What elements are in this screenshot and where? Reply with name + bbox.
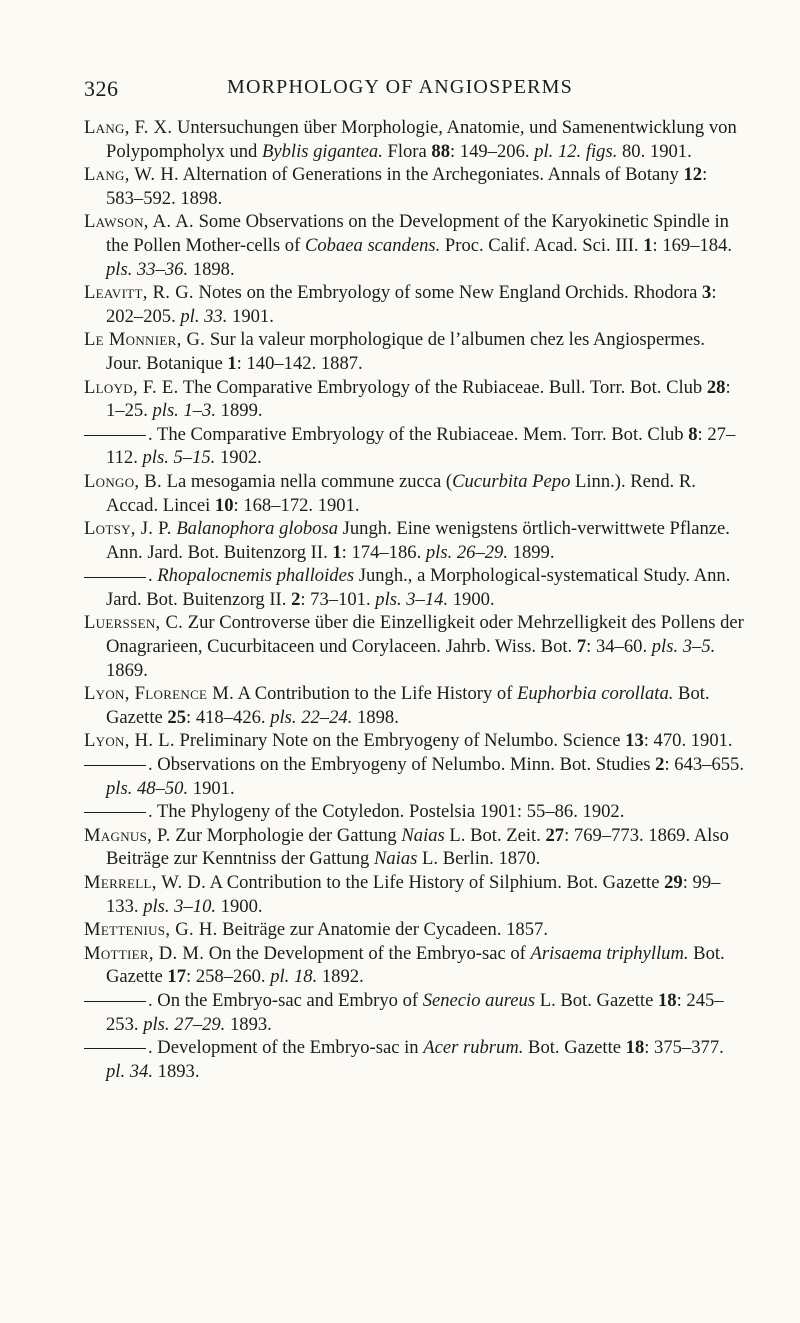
bibliography-entry (84, 729, 744, 753)
entry-text: Preliminary Note on the Embryogeny of Nelumbo. Science (174, 730, 626, 752)
entry-text: : 149–206. (449, 140, 535, 162)
italic-text: pls. 5–15. (142, 447, 216, 469)
italic-text: pl. 12. figs. (534, 140, 618, 162)
italic-text: Euphorbia corollata. (517, 683, 674, 705)
entry-author: Lang, W. H. (84, 164, 179, 186)
same-author-rule (84, 1001, 146, 1002)
entry-text: . The Comparative Embryology of the Rubiaceae. Mem. Torr. Bot. Club (148, 423, 689, 445)
bibliography-entry (84, 800, 744, 824)
volume-number: 2 (291, 588, 301, 610)
entry-text: . Observations on the Embryogeny of Nelumbo. Minn. Bot. Studies (148, 754, 656, 776)
bibliography-entry (84, 753, 744, 800)
bibliography-entry (84, 116, 744, 163)
entry-text: Sur la valeur morphologique de l’albumen chez les Angiospermes. Jour. Botanique (106, 329, 706, 374)
entry-author: Lyon, H. L. (84, 730, 175, 752)
entry-text: : 375–377. (644, 1037, 724, 1059)
bibliography-entry (84, 564, 744, 611)
italic-text: pls. 3–5. (651, 636, 716, 658)
bibliography-entry (84, 470, 744, 517)
volume-number: 25 (167, 706, 187, 728)
bibliography-entry (84, 1036, 744, 1083)
italic-text: Byblis gigantea. (262, 140, 383, 162)
volume-number: 27 (545, 824, 565, 846)
bibliography-entry (84, 871, 744, 918)
entry-text: : 169–184. (652, 234, 733, 256)
bibliography-entry (84, 210, 744, 281)
entry-text: 1901. (188, 777, 235, 799)
entry-text: Beiträge zur Anatomie der Cycadeen. 1857. (217, 919, 548, 941)
italic-text: pl. 18. (270, 966, 318, 988)
entry-text: 1898. (188, 258, 235, 280)
italic-text: Cucurbita Pepo (452, 470, 571, 492)
entry-text: : 202–205. (106, 282, 717, 327)
entry-author: Le Monnier, G. (84, 329, 206, 351)
italic-text: pls. 1–3. (152, 400, 217, 422)
entry-text: : 34–60. (586, 636, 652, 658)
volume-number: 29 (664, 872, 683, 893)
page-header (0, 76, 800, 106)
italic-text: Arisaema triphyllum. (530, 942, 689, 964)
entry-author: Lang, F. X. (84, 117, 173, 138)
entry-text: A Contribution to the Life History of Silphium. Bot. Gazette (206, 872, 665, 893)
volume-number: 2 (655, 754, 665, 776)
same-author-rule (84, 765, 146, 766)
entry-text: 1898. (352, 706, 399, 728)
entry-author: Lyon, Florence M. (84, 683, 235, 705)
entry-text: . Development of the Embryo-sac in (148, 1037, 424, 1059)
volume-number: 12 (683, 164, 703, 186)
volume-number: 28 (706, 376, 726, 398)
entry-text: Bot. Gazette (523, 1037, 626, 1059)
entry-author: Mottier, D. M. (84, 942, 205, 964)
italic-text: pls. 3–14. (375, 588, 449, 610)
italic-text: Acer rubrum. (423, 1037, 524, 1059)
bibliography-entry (84, 918, 744, 942)
bibliography-entry (84, 328, 744, 375)
entry-text: . The Phylogeny of the Cotyledon. Postelsia 1901: 55–86. 1902. (148, 801, 625, 823)
entry-text: : 258–260. (186, 966, 271, 988)
volume-number: 18 (625, 1037, 645, 1059)
entry-text: . On the Embryo-sac and Embryo of (148, 989, 423, 1011)
entry-text: 1900. (216, 895, 263, 917)
bibliography-entry (84, 611, 744, 682)
italic-text: Rhopalocnemis phalloides (157, 565, 355, 587)
entry-text: Alternation of Generations in the Archegoniates. Annals of Botany (179, 164, 684, 186)
entry-text: L. Bot. Gazette (535, 989, 658, 1011)
entry-author: Leavitt, R. G. (84, 282, 194, 304)
entry-text: Flora (382, 140, 432, 162)
entry-text: : 140–142. 1887. (236, 352, 363, 374)
entry-text: . (148, 565, 158, 587)
entry-text: Jungh., a Morphological-systematical Study. Ann. Jard. Bot. Buitenzorg II. (106, 565, 731, 610)
entry-text: : 245–253. (106, 989, 724, 1035)
page-number: 326 (84, 76, 119, 101)
bibliography-entry (84, 163, 744, 210)
entry-text: : 583–592. 1898. (106, 164, 708, 209)
entry-text: Proc. Calif. Acad. Sci. III. (440, 234, 644, 256)
entry-text: Zur Controverse über die Einzelligkeit oder Mehrzelligkeit des Pollens der Onagrarieen, Cucurbitaceen und Corylaceen. Jahrb. Wiss. Bot. (106, 612, 744, 658)
entry-text: 1900. (448, 588, 495, 610)
entry-text: Some Observations on the Development of the Karyokinetic Spindle in the Pollen Mother-cells of (106, 211, 729, 256)
italic-text: Naias (373, 848, 418, 870)
italic-text: pls. 22–24. (270, 706, 353, 728)
entry-text: : 99–133. (106, 872, 721, 917)
italic-text: pl. 33. (180, 305, 228, 327)
italic-text: pl. 34. (106, 1060, 154, 1082)
entry-author: Luerssen, C. (84, 612, 184, 634)
entry-author: Lawson, A. A. (84, 211, 194, 233)
volume-number: 7 (576, 636, 587, 658)
entry-text: L. Berlin. 1870. (417, 848, 541, 870)
entry-text: : 418–426. (186, 706, 271, 728)
same-author-rule (84, 577, 146, 578)
bibliography-entry (84, 682, 744, 729)
italic-text: pls. 48–50. (106, 777, 189, 799)
entry-text: : 27–112. (106, 423, 736, 469)
italic-text: pls. 26–29. (425, 541, 509, 563)
entry-text: 1901. (227, 305, 274, 327)
entry-text: : 643–655. (664, 754, 744, 776)
entry-text: Bot. Gazette (106, 683, 710, 728)
entry-author: Mettenius, G. H. (84, 919, 218, 941)
entry-text: : 1–25. (106, 376, 731, 422)
bibliography-list (84, 116, 744, 1083)
entry-text: 1869. (106, 659, 148, 681)
volume-number: 8 (688, 423, 698, 445)
entry-text: La mesogamia nella commune zucca ( (161, 470, 453, 492)
volume-number: 17 (167, 966, 187, 988)
volume-number: 18 (657, 989, 677, 1011)
entry-text: 1893. (153, 1060, 200, 1082)
entry-text: : 168–172. 1901. (233, 494, 360, 516)
same-author-rule (84, 435, 146, 436)
bibliography-entry (84, 281, 744, 328)
entry-text: Linn.). Rend. R. Accad. Lincei (106, 470, 696, 516)
entry-text: Bot. Gazette (106, 942, 725, 988)
bibliography-entry (84, 423, 744, 470)
entry-text: 1899. (508, 541, 555, 563)
entry-text: : 769–773. 1869. Also Beiträge zur Kenntniss der Gattung (106, 824, 729, 870)
italic-text: Senecio aureus (422, 989, 536, 1011)
entry-text: 1902. (215, 447, 262, 469)
entry-author: Lotsy, J. P. (84, 518, 172, 540)
entry-text: 1893. (225, 1013, 272, 1035)
entry-text: Jungh. Eine wenigstens örtlich-verwittwete Pflanze. Ann. Jard. Bot. Buitenzorg II. (106, 518, 730, 563)
entry-text: : 73–101. (300, 588, 376, 610)
running-head: MORPHOLOGY OF ANGIOSPERMS (227, 76, 573, 98)
entry-author: Longo, B. (84, 470, 162, 492)
entry-text: A Contribution to the Life History of (234, 683, 518, 705)
volume-number: 1 (643, 234, 653, 256)
italic-text: pls. 3–10. (143, 895, 217, 917)
entry-text: Zur Morphologie der Gattung (170, 824, 402, 846)
entry-text: Notes on the Embryology of some New England Orchids. Rhodora (193, 282, 703, 304)
entry-author: Lloyd, F. E. (84, 376, 179, 398)
volume-number: 1 (227, 352, 237, 374)
bibliography-entry (84, 989, 744, 1036)
italic-text: pls. 33–36. (106, 258, 189, 280)
italic-text: pls. 27–29. (143, 1013, 226, 1035)
entry-text: 80. 1901. (617, 140, 692, 162)
entry-author: Merrell, W. D. (84, 872, 207, 893)
bibliography-entry (84, 824, 744, 871)
bibliography-entry (84, 517, 744, 564)
entry-text: 1892. (317, 966, 364, 988)
same-author-rule (84, 812, 146, 813)
volume-number: 13 (625, 730, 644, 752)
italic-text: Balanophora globosa (176, 518, 338, 540)
bibliography-entry (84, 376, 744, 423)
entry-text: L. Bot. Zeit. (444, 824, 546, 846)
entry-text: Untersuchungen über Morphologie, Anatomie, und Samenentwicklung von Polypompholyx und (106, 117, 737, 162)
bibliography-entry (84, 942, 744, 989)
entry-author: Magnus, P. (84, 824, 171, 846)
same-author-rule (84, 1048, 146, 1049)
italic-text: Cobaea scandens. (304, 234, 441, 256)
entry-text: : 470. 1901. (643, 730, 733, 752)
entry-text: On the Development of the Embryo-sac of (204, 942, 531, 964)
entry-text: 1899. (216, 400, 263, 422)
entry-text: The Comparative Embryology of the Rubiaceae. Bull. Torr. Bot. Club (178, 376, 707, 398)
volume-number: 10 (214, 494, 234, 516)
volume-number: 3 (702, 282, 712, 304)
italic-text: Naias (401, 824, 445, 846)
volume-number: 1 (332, 541, 342, 563)
entry-text: : 174–186. (341, 541, 426, 563)
volume-number: 88 (431, 140, 450, 162)
